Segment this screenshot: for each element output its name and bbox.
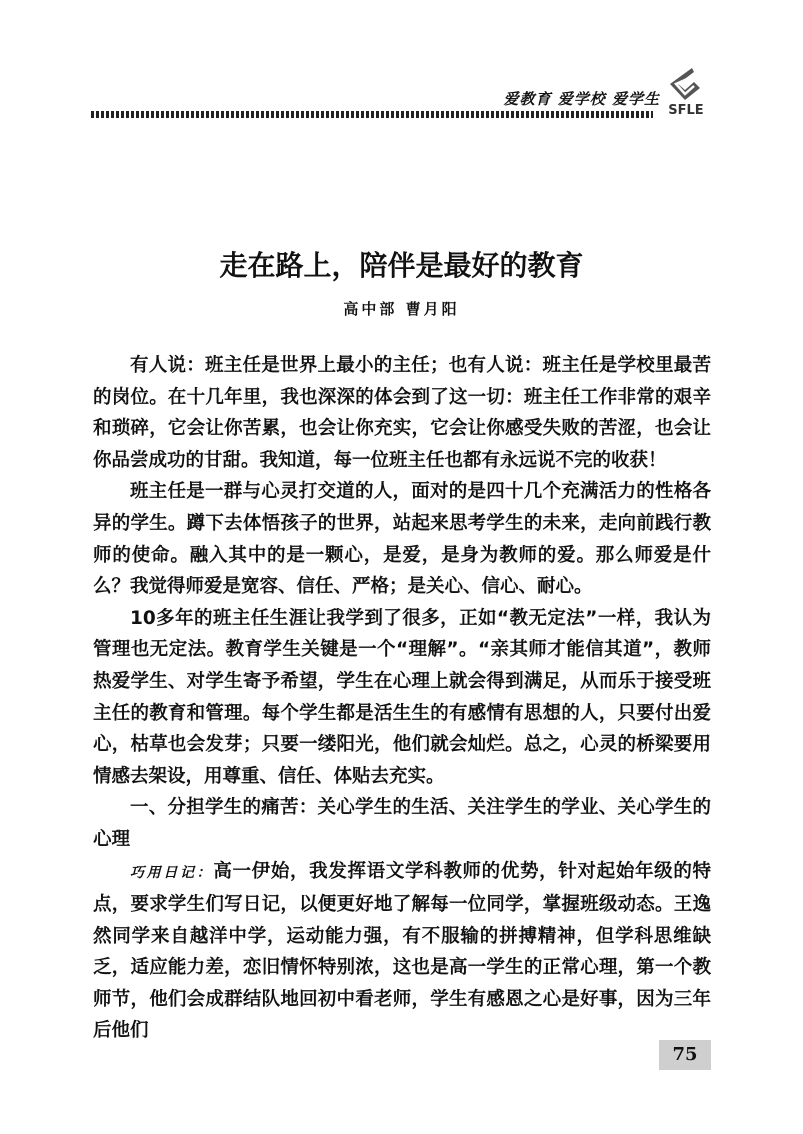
page-number: 75 — [659, 1040, 711, 1070]
paragraph — [93, 856, 711, 1048]
article-body — [93, 350, 711, 1047]
section-heading: 一、分担学生的痛苦：关心学生的生活、关注学生的学业、关心学生的心理 — [93, 797, 711, 850]
article-author: 高中部 曹月阳 — [343, 300, 460, 318]
lead-in: 巧用日记： — [130, 864, 214, 881]
header-slogan: 爱教育 爱学校 爱学生 — [503, 90, 660, 108]
paragraph-text: 高一伊始，我发挥语文学科教师的优势，针对起始年级的特点，要求学生们写日记，以便更好地了解每一位同学，掌握班级动态。王逸然同学来自越洋中学，运动能力强，有不服输的拼搏精神，但学科思维缺乏，适应能力差，恋旧情怀特别浓，这也是高一学生的正常心理，第一个教师节，他们会成群结队地回初中看老师，学生有感恩之心是好事，因为三年后他们 — [93, 860, 711, 1042]
sfle-logo-icon — [664, 66, 706, 104]
paragraph: 班主任是一群与心灵打交道的人，面对的是四十几个充满活力的性格各异的学生。蹲下去体悟孩子的世界，站起来思考学生的未来，走向前践行教师的使命。融入其中的是一颗心，是爱，是身为教师的爱。那么师爱是什么？我觉得师爱是宽容、信任、严格；是关心、信心、耐心。 — [93, 481, 711, 598]
paragraph: 有人说：班主任是世界上最小的主任；也有人说：班主任是学校里最苦的岗位。在十几年里，我也深深的体会到了这一切：班主任工作非常的艰辛和琐碎，它会让你苦累，也会让你充实，它会让你感受失败的苦涩，也会让你品尝成功的甘甜。我知道，每一位班主任也都有永远说不完的收获！ — [93, 355, 711, 471]
header-divider — [91, 111, 653, 118]
logo-text: SFLE — [668, 103, 704, 118]
paragraph: 10多年的班主任生涯让我学到了很多，正如“教无定法”一样，我认为管理也无定法。教育学生关键是一个“理解”。“亲其师才能信其道”，教师热爱学生、对学生寄予希望，学生在心理上就会得到满足，从而乐于接受班主任的教育和管理。每个学生都是活生生的有感情有思想的人，只要付出爱心，枯草也会发芽；只要一缕阳光，他们就会灿烂。总之，心灵的桥梁要用情感去架设，用尊重、信任、体贴去充实。 — [93, 607, 711, 787]
sfle-logo — [660, 66, 710, 122]
article-title: 走在路上，陪伴是最好的教育 — [219, 249, 584, 282]
